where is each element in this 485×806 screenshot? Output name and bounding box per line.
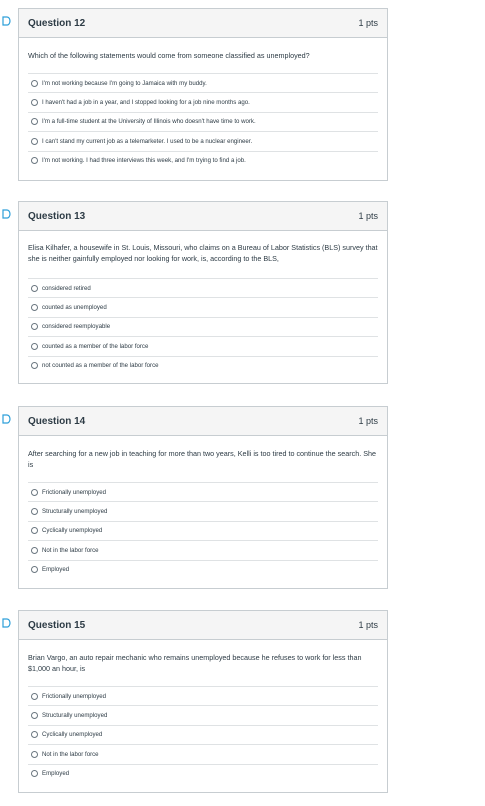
answer-list (28, 73, 378, 170)
radio-button-icon[interactable] (31, 138, 38, 145)
question-title: Question 12 (28, 17, 86, 29)
radio-button-icon[interactable] (31, 566, 38, 573)
question-title: Question 14 (28, 415, 86, 427)
question-15 (18, 610, 388, 793)
answer-label: Frictionally unemployed (42, 692, 107, 700)
radio-button-icon[interactable] (31, 304, 38, 311)
question-header (19, 9, 387, 38)
radio-button-icon[interactable] (31, 362, 38, 369)
answer-label: Employed (42, 566, 70, 574)
answer-list (28, 278, 378, 375)
question-header (19, 202, 387, 231)
answer-option[interactable] (28, 297, 378, 316)
question-header (19, 407, 387, 436)
answer-option[interactable] (28, 131, 378, 150)
answer-option[interactable] (28, 317, 378, 336)
answer-label: Not in the labor force (42, 750, 99, 758)
answer-label: considered retired (42, 284, 91, 292)
question-points: 1 pts (358, 211, 378, 221)
answer-label: I haven't had a job in a year, and I stopped looking for a job nine months ago. (42, 99, 250, 107)
question-header (19, 611, 387, 640)
radio-button-icon[interactable] (31, 547, 38, 554)
answer-label: Not in the labor force (42, 546, 99, 554)
answer-label: I'm a full-time student at the University of Illinois who doesn't have time to work. (42, 118, 256, 126)
answer-option[interactable] (28, 112, 378, 131)
question-text: Which of the following statements would come from someone classified as unemployed? (28, 51, 310, 60)
flag-question-15-icon[interactable] (2, 618, 11, 628)
answer-option[interactable] (28, 560, 378, 579)
answer-option[interactable] (28, 521, 378, 540)
radio-button-icon[interactable] (31, 751, 38, 758)
answer-option[interactable] (28, 540, 378, 559)
answer-label: Cyclically unemployed (42, 527, 103, 535)
answer-option[interactable] (28, 501, 378, 520)
answer-option[interactable] (28, 482, 378, 501)
answer-label: counted as unemployed (42, 304, 107, 312)
answer-label: Cyclically unemployed (42, 731, 103, 739)
radio-button-icon[interactable] (31, 343, 38, 350)
answer-label: not counted as a member of the labor force (42, 362, 159, 370)
answer-label: I'm not working because I'm going to Jamaica with my buddy. (42, 79, 207, 87)
answer-label: Structurally unemployed (42, 508, 108, 516)
question-text: After searching for a new job in teaching for more than two years, Kelli is too tired to continue the search. She is (28, 449, 376, 469)
question-points: 1 pts (358, 620, 378, 630)
answer-label: Employed (42, 770, 70, 778)
answer-option[interactable] (28, 92, 378, 111)
answer-option[interactable] (28, 278, 378, 297)
answer-label: Frictionally unemployed (42, 488, 107, 496)
question-14 (18, 406, 388, 589)
radio-button-icon[interactable] (31, 508, 38, 515)
radio-button-icon[interactable] (31, 118, 38, 125)
radio-button-icon[interactable] (31, 712, 38, 719)
question-12 (18, 8, 388, 181)
answer-label: I can't stand my current job as a telemarketer. I used to be a nuclear engineer. (42, 137, 253, 145)
radio-button-icon[interactable] (31, 285, 38, 292)
answer-label: Structurally unemployed (42, 712, 108, 720)
answer-option[interactable] (28, 744, 378, 763)
question-text: Brian Vargo, an auto repair mechanic who remains unemployed because he refuses to work for less than $1,000 an hour, is (28, 653, 362, 673)
radio-button-icon[interactable] (31, 731, 38, 738)
answer-option[interactable] (28, 151, 378, 170)
radio-button-icon[interactable] (31, 770, 38, 777)
radio-button-icon[interactable] (31, 99, 38, 106)
radio-button-icon[interactable] (31, 693, 38, 700)
answer-option[interactable] (28, 705, 378, 724)
flag-question-14-icon[interactable] (2, 414, 11, 424)
answer-option[interactable] (28, 336, 378, 355)
answer-list (28, 482, 378, 579)
answer-label: counted as a member of the labor force (42, 342, 149, 350)
radio-button-icon[interactable] (31, 527, 38, 534)
answer-label: considered reemployable (42, 323, 111, 331)
answer-option[interactable] (28, 686, 378, 705)
radio-button-icon[interactable] (31, 157, 38, 164)
question-text: Elisa Kilhafer, a housewife in St. Louis, Missouri, who claims on a Bureau of Labor Statistics (BLS) survey that she is neither gainfully employed nor looking for work, is, according to the BLS, (28, 243, 378, 263)
radio-button-icon[interactable] (31, 489, 38, 496)
question-title: Question 15 (28, 619, 86, 631)
flag-question-12-icon[interactable] (2, 16, 11, 26)
answer-label: I'm not working. I had three interviews this week, and I'm trying to find a job. (42, 157, 246, 165)
question-points: 1 pts (358, 416, 378, 426)
radio-button-icon[interactable] (31, 80, 38, 87)
answer-list (28, 686, 378, 783)
question-title: Question 13 (28, 210, 86, 222)
question-points: 1 pts (358, 18, 378, 28)
flag-question-13-icon[interactable] (2, 209, 11, 219)
answer-option[interactable] (28, 764, 378, 783)
radio-button-icon[interactable] (31, 323, 38, 330)
answer-option[interactable] (28, 356, 378, 375)
question-13 (18, 201, 388, 384)
answer-option[interactable] (28, 73, 378, 92)
answer-option[interactable] (28, 725, 378, 744)
